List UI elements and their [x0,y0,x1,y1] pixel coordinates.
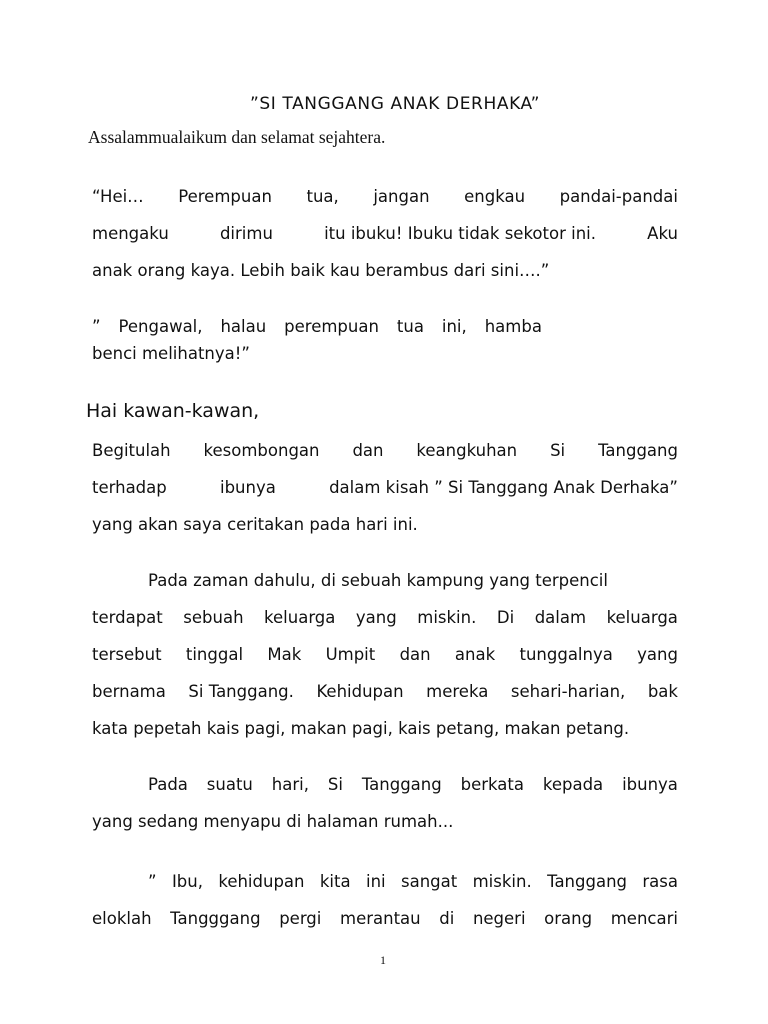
document-title: ”SI TANGGANG ANAK DERHAKA” [250,94,541,114]
text-line: terhadap ibunya dalam kisah ” Si Tanggang Anak Derhaka” [92,478,678,497]
text-line: ” Pengawal, halau perempuan tua ini, hamba [92,317,542,336]
text-line: Pada suatu hari, Si Tanggang berkata kepada ibunya [148,775,678,794]
text-line: Pada zaman dahulu, di sebuah kampung yang terpencil [148,571,608,590]
text-line: “Hei… Perempuan tua, jangan engkau pandai-pandai [92,187,678,206]
audience-address: Hai kawan-kawan, [86,400,260,422]
quote-paragraph-2 [92,313,542,367]
text-line: bernama Si Tanggang. Kehidupan mereka sehari-harian, bak [92,682,678,701]
paragraph-4 [92,863,678,937]
text-line: terdapat sebuah keluarga yang miskin. Di dalam keluarga [92,608,678,627]
text-line: mengaku dirimu itu ibuku! Ibuku tidak sekotor ini. Aku [92,224,678,243]
paragraph-1 [92,432,678,543]
text-line: yang sedang menyapu di halaman rumah... [92,812,454,831]
paragraph-3 [92,766,678,840]
greeting-line: Assalammualaikum dan selamat sejahtera. [88,127,386,147]
text-line: benci melihatnya!” [92,344,250,363]
quote-paragraph-1 [92,178,678,289]
text-line: tersebut tinggal Mak Umpit dan anak tunggalnya yang [92,645,678,664]
page-number: 1 [380,953,386,967]
text-line: yang akan saya ceritakan pada hari ini. [92,515,418,534]
text-line: ” Ibu, kehidupan kita ini sangat miskin. Tanggang rasa [148,872,678,891]
text-line: Begitulah kesombongan dan keangkuhan Si Tanggang [92,441,678,460]
text-line: kata pepetah kais pagi, makan pagi, kais petang, makan petang. [92,719,630,738]
text-line: eloklah Tangggang pergi merantau di negeri orang mencari [92,909,678,928]
text-line: anak orang kaya. Lebih baik kau berambus dari sini….” [92,261,550,280]
paragraph-2 [92,562,678,747]
